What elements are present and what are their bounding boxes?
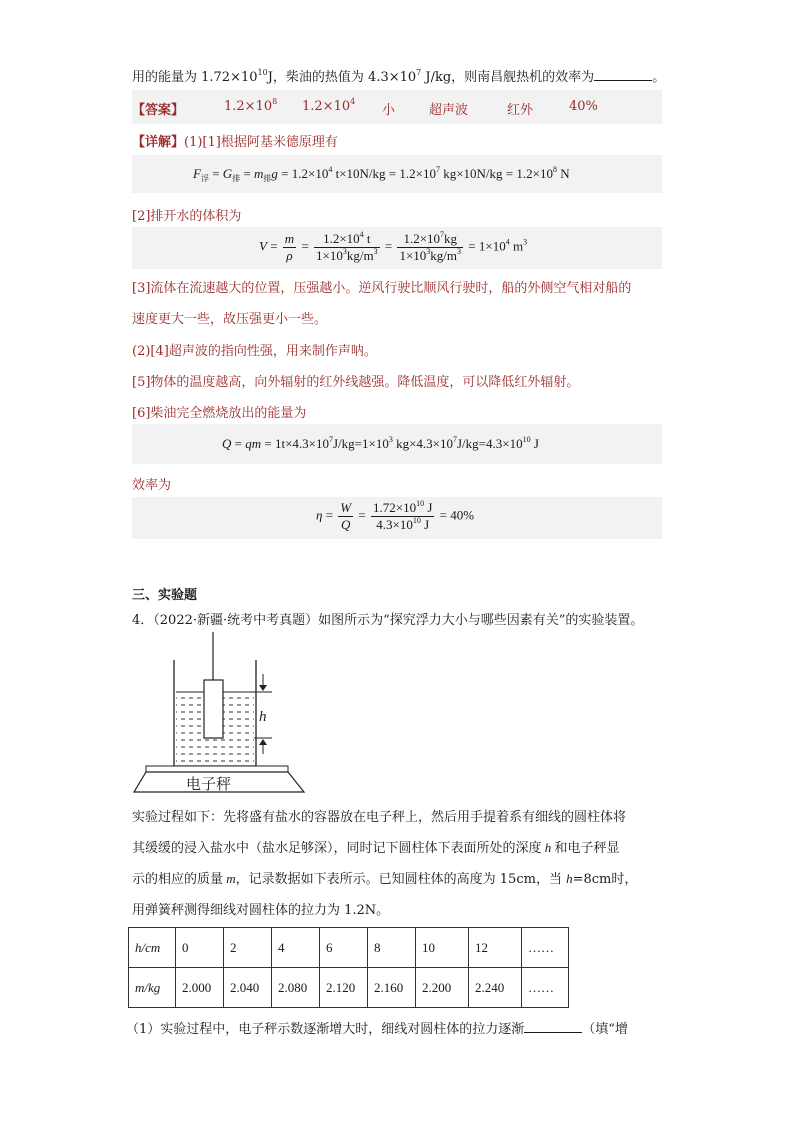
explain-p3b: 速度更大一些，故压强更小一些。 <box>132 312 328 327</box>
intro-text: 用的能量为 1.72×10 <box>132 70 258 85</box>
desc-1: 实验过程如下：先将盛有盐水的容器放在电子秤上，然后用手提着系有细线的圆柱体将 <box>132 810 627 825</box>
intro-text-mid: J，柴油的热值为 4.3×10 <box>267 70 417 85</box>
table-cell: 2.080 <box>272 968 320 1008</box>
explain-label: 【详解】 <box>132 135 185 150</box>
answer-line <box>132 97 598 118</box>
intro-text-after: J/kg，则南昌舰热机的效率为 <box>421 70 595 85</box>
table-cell: 6 <box>320 928 368 968</box>
table-cell: 0 <box>176 928 224 968</box>
answer-item-5: 红外 <box>507 103 534 118</box>
answer-item-2: $1.2\times 10^4$ <box>302 97 356 114</box>
table-cell: h/cm <box>129 928 176 968</box>
intro-line <box>132 66 665 85</box>
h-label: h <box>259 709 267 725</box>
table-row <box>129 928 569 968</box>
answer-label: 【答案】 <box>132 103 185 118</box>
table-cell: 4 <box>272 928 320 968</box>
table-cell: 2.120 <box>320 968 368 1008</box>
desc-2: 其缓缓的浸入盐水中（盐水足够深），同时记下圆柱体下表面所处的深度 h 和电子秤显 <box>132 840 620 856</box>
table-cell: 2.000 <box>176 968 224 1008</box>
formula-energy: Q = qm = $1t\times 4.3\times 10^7J/kg=1\times 10^3$ $kg\times 4.3\times 10^7J/kg=4.3\times 10^{10}$ J <box>222 435 539 451</box>
table-cell: 2.040 <box>224 968 272 1008</box>
intro-end: 。 <box>652 70 666 85</box>
desc-4: 用弹簧秤测得细线对圆柱体的拉力为 1.2N。 <box>132 903 390 918</box>
intro-sup2: 7 <box>416 68 422 77</box>
table-cell: …… <box>522 968 569 1008</box>
explain-p3a: [3]流体在流速越大的位置，压强越小。逆风行驶比顺风行驶时，船的外侧空气相对船的 <box>132 281 632 296</box>
answer-blank <box>594 68 652 81</box>
formula-efficiency: η = $\frac{W}{Q}$ = $\frac{1.72\times 10^{10} J}{4.3\times 10^{10} J}$ = 40% <box>316 499 475 532</box>
explain-p5: [5]物体的温度越高，向外辐射的红外线越强。降低温度，可以降低红外辐射。 <box>132 375 580 390</box>
table-cell: 2.200 <box>416 968 469 1008</box>
answer-item-1: $1.2\times 10^8$ <box>224 97 278 114</box>
apparatus-figure <box>132 632 308 794</box>
table-cell: …… <box>522 928 569 968</box>
desc-3: 示的相应的质量 m，记录数据如下表所示。已知圆柱体的高度为 15cm，当 h=8cm时， <box>132 871 638 887</box>
answer-item-6: 40% <box>569 99 598 114</box>
explain-line <box>132 131 338 150</box>
intro-sup: 10 <box>257 68 268 77</box>
table-cell: 10 <box>416 928 469 968</box>
table-cell: m/kg <box>129 968 176 1008</box>
explain-first: (1)[1]根据阿基米德原理有 <box>184 135 338 150</box>
table-cell: 8 <box>368 928 416 968</box>
explain-p4: (2)[4]超声波的指向性强，用来制作声呐。 <box>132 344 377 359</box>
formula-buoyancy: $F_浮 = G_排 = m_排g = 1.2\times 10^4$ $t\times 10N/kg = 1.2\times 10^7$ $kg\times 10N/kg = 1.2\times 10^8$ N <box>193 165 570 183</box>
explain-p2: [2]排开水的体积为 <box>132 209 242 224</box>
q1-blank <box>524 1020 582 1033</box>
scale-label: 电子秤 <box>186 775 232 793</box>
question-line: 4．（2022·新疆·统考中考真题）如图所示为“探究浮力大小与哪些因素有关”的实验装置。 <box>132 613 644 628</box>
formula-volume: V = $\frac{m}{\rho}$ = $\frac{1.2\times 10^4 t}{1\times 10^3kg/m^3}$ = $\frac{1.2\times 10^7kg}{1\times 10^3kg/m^3}$ = $1\times 10^4$ $m^3$ <box>259 230 528 263</box>
table-cell: 2.240 <box>469 968 522 1008</box>
answer-item-3: 小 <box>382 103 396 118</box>
table-cell: 2 <box>224 928 272 968</box>
question-1: （1）实验过程中，电子秤示数逐渐增大时，细线对圆柱体的拉力逐渐 （填“增 <box>126 1022 628 1037</box>
section-title: 三、实验题 <box>132 588 198 603</box>
table-cell: 2.160 <box>368 968 416 1008</box>
answer-item-4: 超声波 <box>429 103 469 118</box>
data-table <box>128 927 569 1008</box>
explain-p6: [6]柴油完全燃烧放出的能量为 <box>132 406 307 421</box>
explain-p7: 效率为 <box>132 478 172 493</box>
table-row <box>129 968 569 1008</box>
table-cell: 12 <box>469 928 522 968</box>
